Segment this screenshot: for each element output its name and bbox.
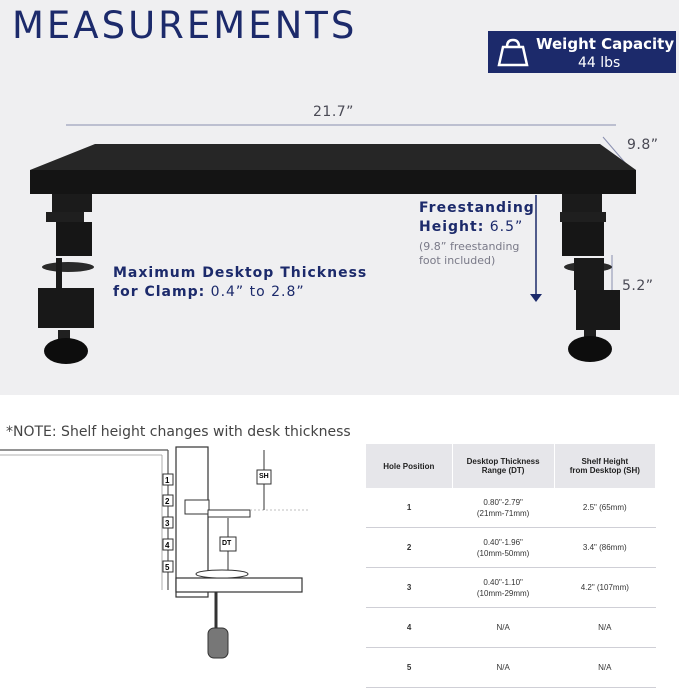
freestanding-bold: Freestanding [419, 200, 535, 216]
clamp-diagram [0, 440, 360, 669]
clamp-height-dimension: 5.2” [622, 278, 654, 294]
freestanding-note-line1: (9.8” freestanding [419, 240, 520, 253]
freestanding-label [419, 199, 535, 237]
page-title: MEASUREMENTS [12, 4, 358, 47]
header-shelf-height: Shelf Height from Desktop (SH) [554, 444, 655, 488]
weight-capacity-value: 44 lbs [578, 55, 621, 71]
clamp-thickness-bold: for Clamp: [113, 284, 206, 300]
weight-capacity-title: Weight Capacity [536, 35, 675, 53]
weight-icon [496, 37, 530, 67]
freestanding-height-bold: Height: [419, 219, 485, 235]
hole-label-4: 4 [165, 541, 170, 550]
table-row: 1 0.80"-2.79" (21mm-71mm) 2.5" (65mm) [366, 488, 656, 528]
freestanding-height-value: 6.5” [484, 219, 524, 235]
header-hole-position: Hole Position [366, 444, 452, 488]
weight-capacity-badge [488, 31, 676, 73]
hole-label-5: 5 [165, 563, 170, 572]
shelf-height-note: *NOTE: Shelf height changes with desk thickness [6, 424, 351, 440]
freestanding-note [419, 240, 519, 268]
clamp-thickness-line1: Maximum Desktop Thickness [113, 265, 368, 281]
table-row: 2 0.40"-1.96" (10mm-50mm) 3.4" (86mm) [366, 528, 656, 568]
hole-label-3: 3 [165, 519, 170, 528]
sh-label: SH [259, 473, 269, 480]
depth-dimension: 9.8” [627, 137, 659, 153]
hole-label-1: 1 [165, 476, 170, 485]
freestanding-note-line2: foot included) [419, 254, 496, 267]
header-desktop-thickness: Desktop Thickness Range (DT) [452, 444, 554, 488]
hole-position-table [366, 444, 656, 688]
table-row: 5 N/A N/A [366, 648, 656, 688]
width-dimension: 21.7” [313, 104, 354, 120]
clamp-thickness-value: 0.4” to 2.8” [205, 284, 305, 300]
clamp-thickness-label [113, 264, 367, 302]
shelf-illustration [0, 95, 679, 395]
hole-label-2: 2 [165, 497, 170, 506]
table-row: 4 N/A N/A [366, 608, 656, 648]
dt-label: DT [222, 540, 232, 547]
table-row: 3 0.40"-1.10" (10mm-29mm) 4.2" (107mm) [366, 568, 656, 608]
